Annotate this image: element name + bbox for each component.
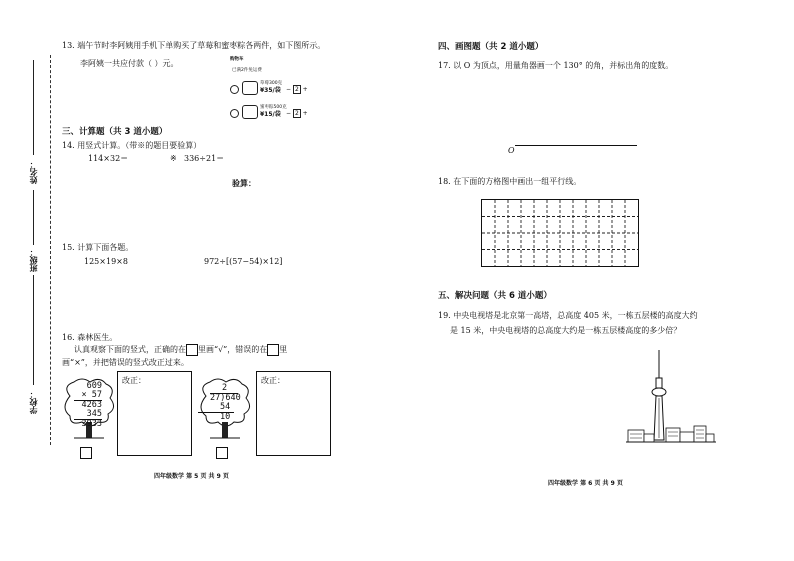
square-grid[interactable] (481, 199, 639, 267)
q16-line1-a: 认真观察下面的竖式，正确的在 (74, 345, 186, 354)
cart-item2-qty-control: − 2 + (286, 110, 308, 117)
q16-line2: 画“×”，并把错误的竖式改正过来。 (62, 358, 189, 367)
q15-expr2: 972÷[(57−54)×12] (204, 257, 283, 266)
section4-heading: 四、画图题（共 2 道小题） (438, 42, 544, 52)
class-label: 班级： (29, 248, 38, 272)
q15-expr1: 125×19×8 (84, 257, 128, 266)
tree2-quotient: 2 (222, 383, 228, 393)
q16-line1-c: 里 (279, 345, 288, 354)
zongzi-icon (242, 105, 258, 119)
q14-expr2: 336÷21＝ (184, 154, 225, 163)
q16-line1 (74, 344, 287, 356)
cart-item2-qty: 2 (294, 110, 299, 117)
q16-title: 16. 森林医生。 (62, 333, 118, 342)
q13-text: 13. 端午节时李阿姨用手机下单购买了草莓和蜜枣粽各两件，如下图所示。 (62, 41, 326, 50)
shopping-cart-image (230, 57, 310, 123)
tv-tower-illustration (626, 348, 716, 448)
q13-answer-line: 李阿姨一共应付款（ ）元。 (80, 59, 179, 68)
q16-line1-b: 里画“√”，错误的在 (198, 345, 268, 354)
cart-item2-price: ¥15/袋 (260, 111, 281, 118)
tree2-answer-box[interactable] (216, 447, 228, 459)
cart-title: 购物车 (230, 57, 244, 62)
top-blank-line (33, 60, 34, 155)
check-circle-icon (230, 109, 239, 118)
q14-text: 14. 用竖式计算。（带※的题目要验算） (62, 141, 202, 150)
grid-lines (482, 200, 638, 266)
angle-ray (515, 145, 637, 146)
class-blank-line (33, 275, 34, 385)
tree2-row: 10 (220, 412, 231, 422)
tree1-row: 345 (74, 410, 102, 420)
tree2-row: 54 (198, 403, 234, 413)
q14-expr1: 114×32＝ (88, 154, 129, 163)
answer-box (267, 344, 279, 356)
section5-heading: 五、解决问题（共 6 道小题） (438, 291, 552, 301)
tree1-answer-box[interactable] (80, 447, 92, 459)
strawberry-icon (242, 81, 258, 95)
cart-subtitle: 已满2件免运费 (232, 68, 262, 73)
vertex-o-label: O (508, 146, 515, 155)
q14-check-label: 验算： (232, 178, 256, 188)
left-page-footer: 四年级数学 第 5 页 共 9 页 (154, 473, 229, 480)
tree1-row: 609 (86, 381, 102, 391)
q19-line1: 19. 中央电视塔是北京第一高塔，总高度 405 米，一栋五层楼的高度大约 (438, 311, 698, 320)
q17-text: 17. 以 O 为顶点，用量角器画一个 130° 的角，并标出角的度数。 (438, 61, 674, 70)
name-blank-line (33, 190, 34, 245)
answer-box (186, 344, 198, 356)
cart-item1-qty-control: − 2 + (286, 86, 308, 93)
right-page-footer: 四年级数学 第 6 页 共 9 页 (548, 480, 623, 487)
q14-mark: ※ (170, 154, 177, 163)
correction-label: 改正： (261, 376, 285, 385)
name-label: 姓名： (29, 160, 38, 184)
tree2-calculation (198, 383, 241, 422)
cart-item1-name: 草莓300克 (260, 81, 283, 86)
correction-box-1[interactable] (117, 371, 192, 456)
q18-text: 18. 在下面的方格图中画出一组平行线。 (438, 177, 582, 186)
tree2-division: 27)640 (210, 393, 241, 403)
section3-heading: 三、计算题（共 3 道小题） (62, 127, 168, 137)
correction-box-2[interactable] (256, 371, 331, 456)
cart-item1-qty: 2 (294, 86, 299, 93)
q19-line2: 是 15 米，中央电视塔的总高度大约是一栋五层楼高度的多少倍？ (450, 326, 682, 335)
check-circle-icon (230, 85, 239, 94)
cart-item2-name: 蜜枣粽500克 (260, 105, 287, 110)
tree1-row: × 57 (74, 391, 102, 401)
tree1-row: 3933 (81, 419, 102, 429)
q15-text: 15. 计算下面各题。 (62, 243, 134, 252)
tree1-calculation (74, 382, 102, 429)
tree1-row: 4263 (81, 400, 102, 410)
correction-label: 改正： (122, 376, 146, 385)
binding-dash-line (50, 55, 51, 445)
school-label: 学校： (29, 390, 38, 414)
cart-item1-price: ¥35/袋 (260, 87, 281, 94)
